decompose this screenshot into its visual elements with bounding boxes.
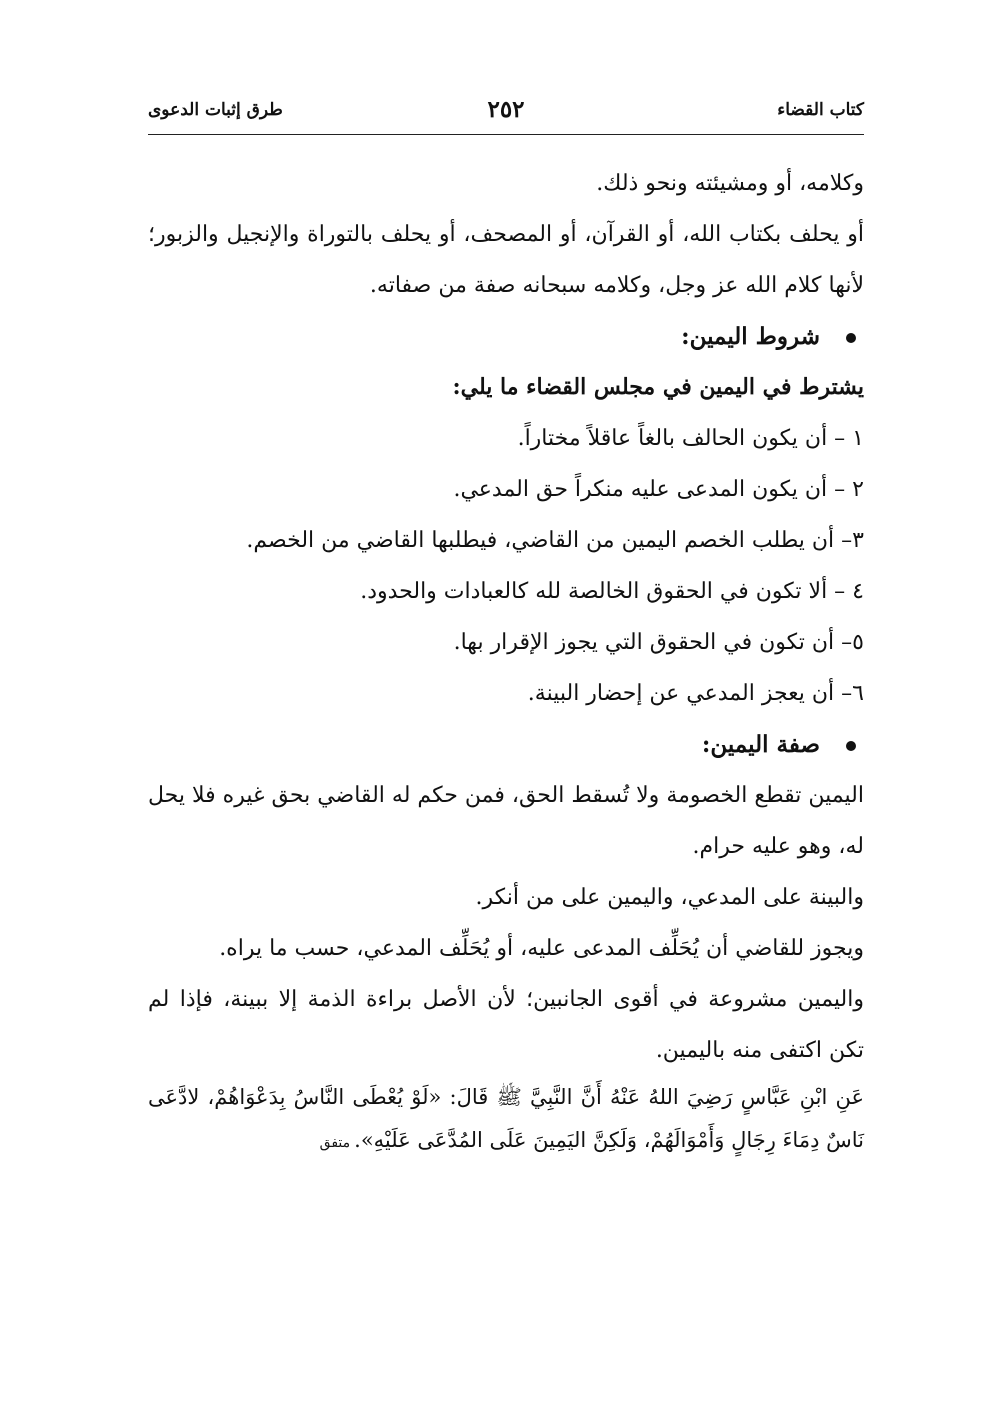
heading-description bbox=[148, 719, 864, 770]
page-body bbox=[148, 158, 864, 1165]
chapter-title: طرق إثبات الدعوى bbox=[148, 100, 283, 120]
paragraph-speech: وكلامه، أو ومشيئته ونحو ذلك. bbox=[596, 171, 864, 196]
paragraph-cuts-dispute: اليمين تقطع الخصومة ولا تُسقط الحق، فمن حكم له القاضي بحق غيره فلا يحل له، وهو عليه حرام. bbox=[148, 783, 864, 859]
condition-item-1: ١ – أن يكون الحالف بالغاً عاقلاً مختاراً. bbox=[517, 426, 864, 451]
header-divider bbox=[148, 134, 864, 135]
bullet-icon bbox=[846, 333, 856, 343]
hadith-source: متفق bbox=[319, 1135, 351, 1151]
condition-item-3: ٣– أن يطلب الخصم اليمين من القاضي، فيطلبها القاضي من الخصم. bbox=[246, 528, 864, 553]
bullet-icon bbox=[846, 741, 856, 751]
paragraph-oath-book: أو يحلف بكتاب الله، أو القرآن، أو المصحف، أو يحلف بالتوراة والإنجيل والزبور؛ لأنها كلام الله عز وجل، وكلامه سبحانه صفة من صفاته. bbox=[148, 222, 864, 298]
running-header bbox=[148, 98, 864, 134]
page-number: ٢٥٢ bbox=[487, 96, 525, 123]
book-title: كتاب القضاء bbox=[777, 100, 864, 120]
condition-item-2: ٢ – أن يكون المدعى عليه منكراً حق المدعي. bbox=[453, 477, 864, 502]
condition-item-4: ٤ – ألا تكون في الحقوق الخالصة لله كالعبادات والحدود. bbox=[360, 579, 864, 604]
paragraph-judge: ويجوز للقاضي أن يُحَلِّف المدعى عليه، أو يُحَلِّف المدعي، حسب ما يراه. bbox=[219, 936, 864, 961]
paragraph-hadith bbox=[148, 1076, 864, 1165]
heading-conditions bbox=[148, 311, 864, 362]
paragraph-stronger-side: واليمين مشروعة في أقوى الجانبين؛ لأن الأصل براءة الذمة إلا ببينة، فإذا لم تكن اكتفى منه باليمين. bbox=[148, 987, 864, 1063]
heading-conditions-text: شروط اليمين: bbox=[681, 323, 820, 350]
paragraph-evidence: والبينة على المدعي، واليمين على من أنكر. bbox=[475, 885, 864, 910]
condition-item-5: ٥– أن تكون في الحقوق التي يجوز الإقرار بها. bbox=[453, 630, 864, 655]
condition-item-6: ٦– أن يعجز المدعي عن إحضار البينة. bbox=[527, 681, 864, 706]
hadith-text: عَنِ ابْنِ عَبَّاسٍ رَضِيَ اللهُ عَنْهُ أَنَّ النَّبِيَّ ﷺ قَالَ: «لَوْ يُعْطَى النَّاسُ بِدَعْوَاهُمْ، لادَّعَى نَاسٌ دِمَاءَ رِجَالٍ وَأَمْوَالَهُمْ، وَلَكِنَّ اليَمِينَ عَلَى المُدَّعَى عَلَيْهِ». bbox=[148, 1085, 864, 1152]
paragraph-conditions-intro: يشترط في اليمين في مجلس القضاء ما يلي: bbox=[452, 374, 864, 400]
heading-description-text: صفة اليمين: bbox=[701, 731, 820, 758]
